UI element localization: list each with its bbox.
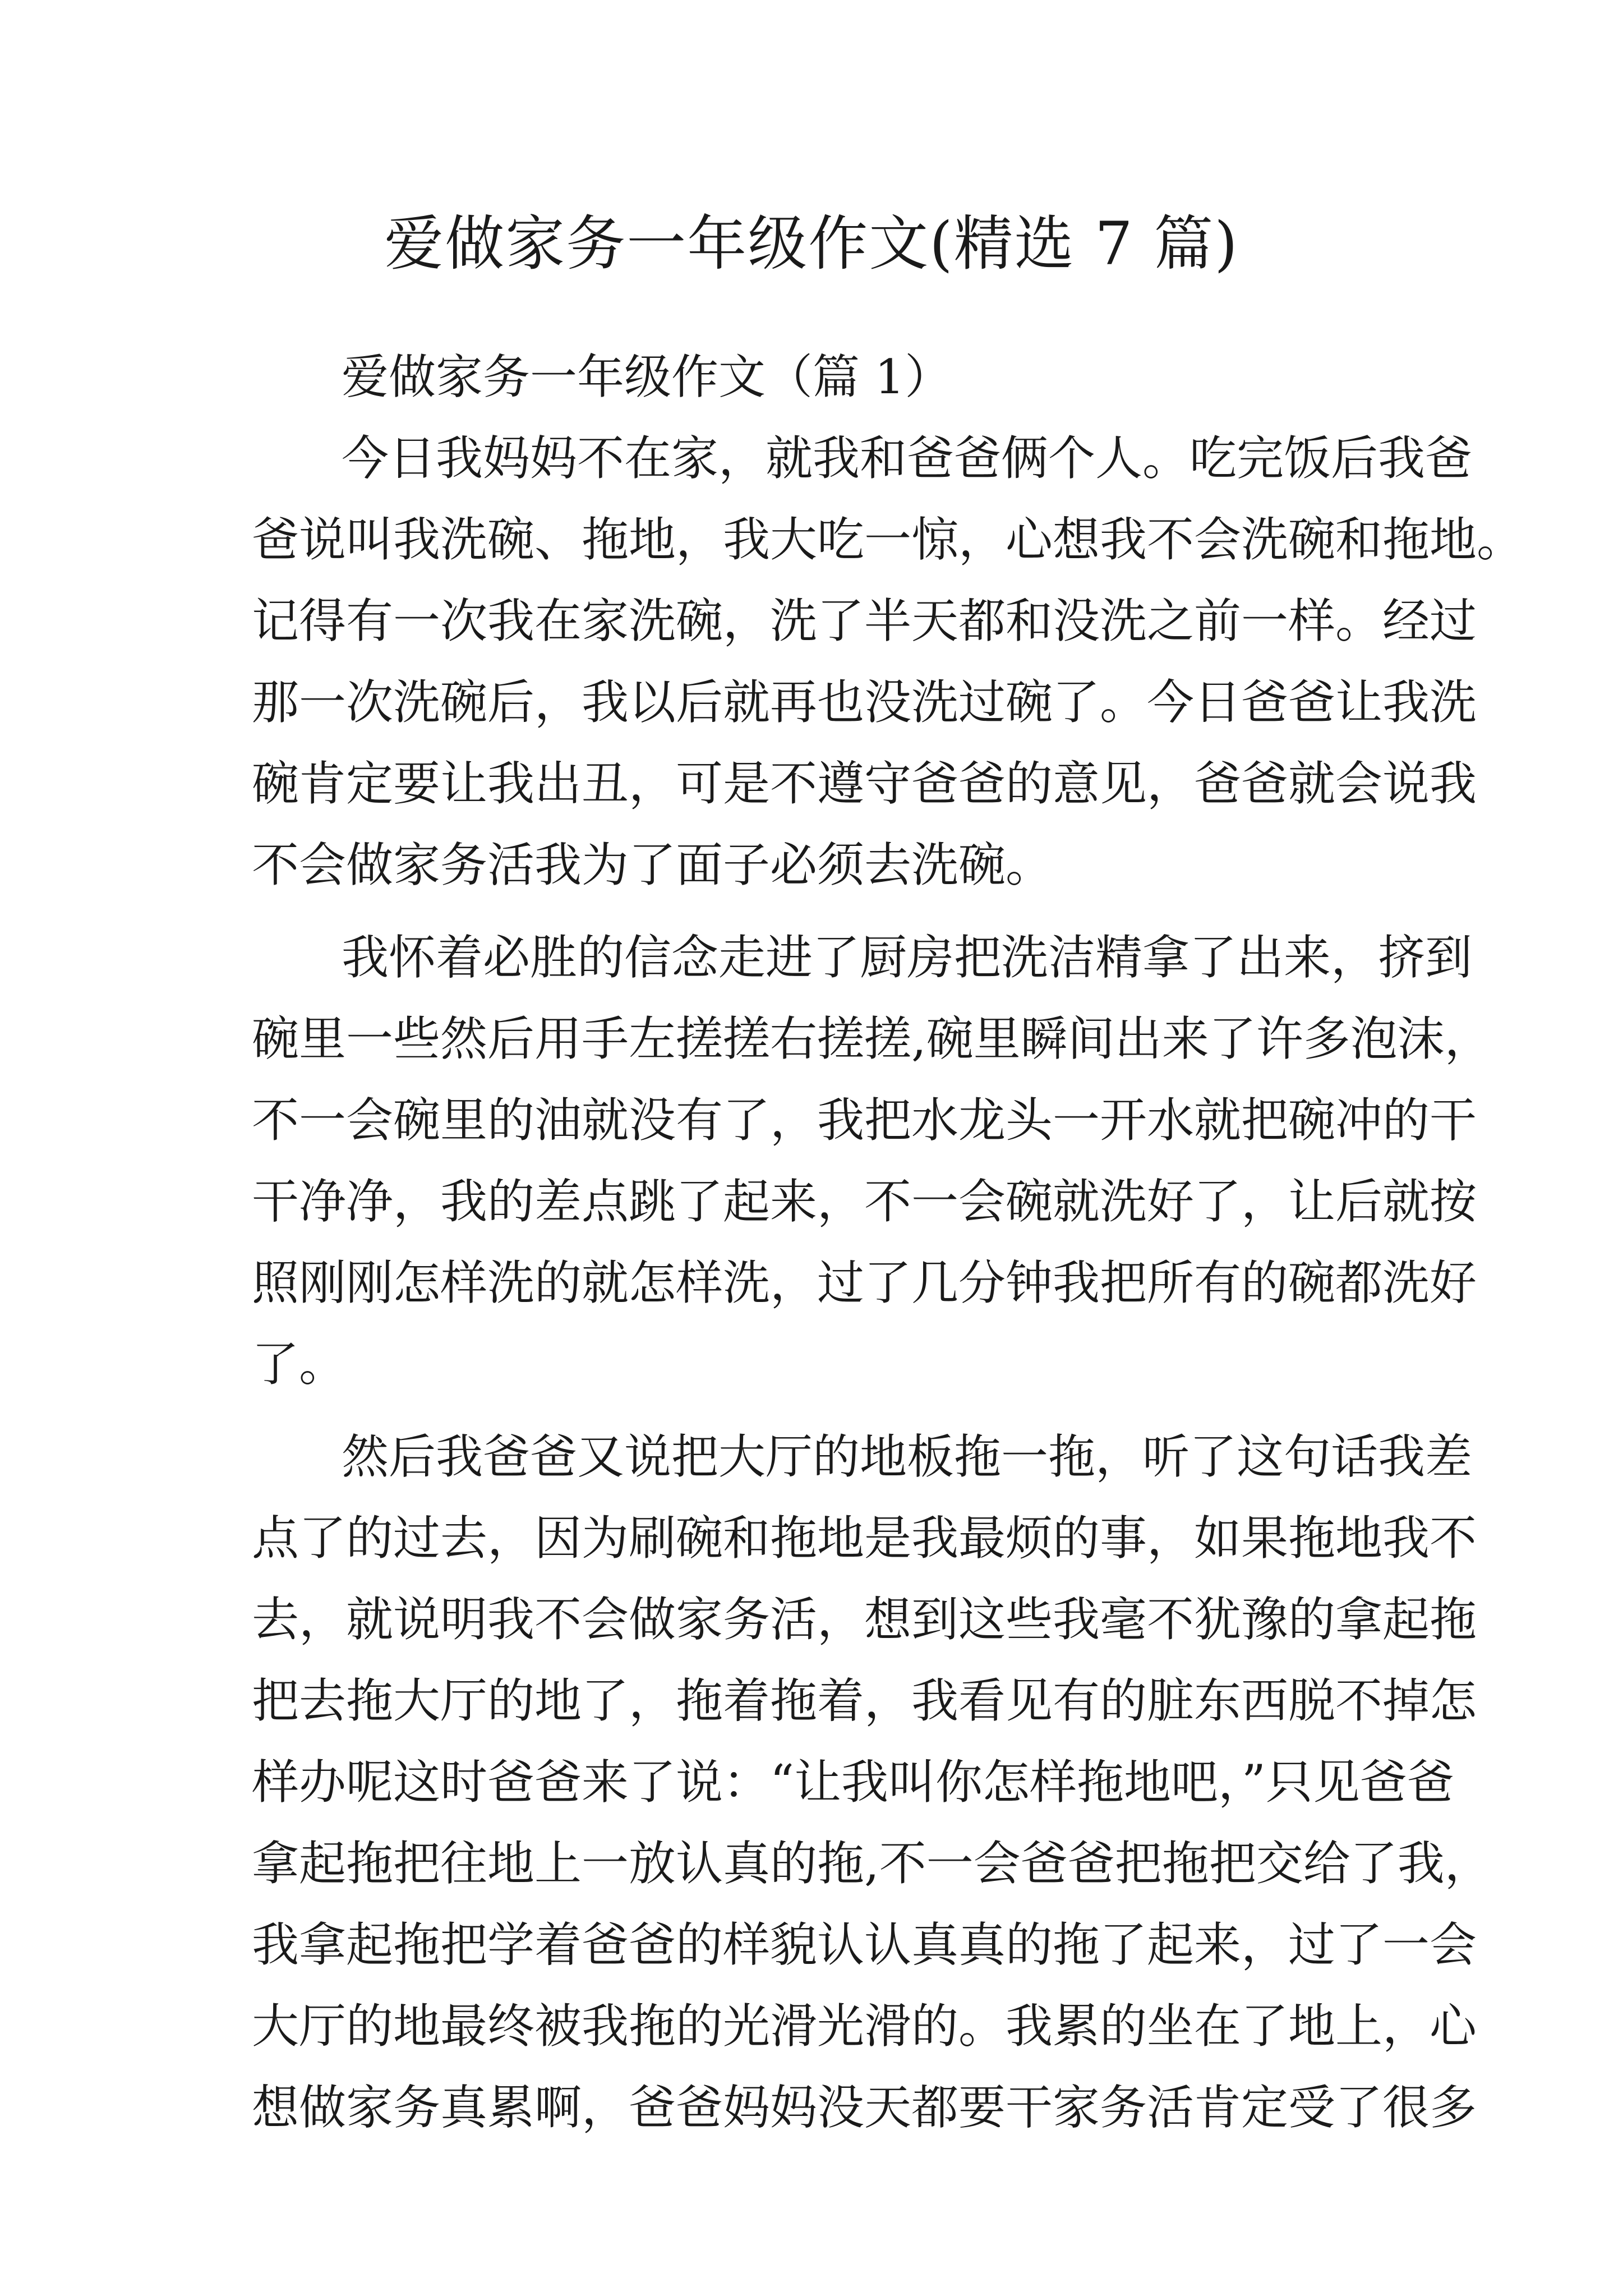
document-title: 爱做家务一年级作文(精选 7 篇): [384, 209, 1239, 278]
paragraph-line: 不会做家务活我为了面子必须去洗碗。: [252, 838, 1053, 892]
paragraph-line: 照刚刚怎样洗的就怎样洗，过了几分钟我把所有的碗都洗好: [252, 1255, 1477, 1310]
paragraph-line: 去，就说明我不会做家务活，想到这些我毫不犹豫的拿起拖: [252, 1592, 1477, 1647]
paragraph-line: 样办呢这时爸爸来了说：“让我叫你怎样拖地吧，”只见爸爸: [252, 1755, 1454, 1810]
paragraph-line: 我拿起拖把学着爸爸的样貌认认真真的拖了起来，过了一会: [252, 1917, 1477, 1972]
paragraph-3: [252, 1416, 1492, 2148]
paragraph-line: 把去拖大厅的地了，拖着拖着，我看见有的脏东西脱不掉怎: [252, 1673, 1477, 1728]
paragraph-2: [252, 917, 1492, 1405]
document-body: [252, 337, 1524, 2148]
paragraph-line: 大厅的地最终被我拖的光滑光滑的。我累的坐在了地上，心: [252, 1999, 1477, 2054]
paragraph-line: 碗里一些然后用手左搓搓右搓搓,碗里瞬间出来了许多泡沫，: [252, 1011, 1492, 1066]
section-heading: 爱做家务一年级作文（篇 1）: [342, 349, 952, 404]
paragraph-line: 那一次洗碗后，我以后就再也没洗过碗了。今日爸爸让我洗: [252, 675, 1477, 730]
paragraph-line: 干净净，我的差点跳了起来，不一会碗就洗好了，让后就按: [252, 1174, 1477, 1229]
paragraph-spacer: [252, 1405, 1373, 1416]
paragraph-line: 碗肯定要让我出丑，可是不遵守爸爸的意见，爸爸就会说我: [252, 756, 1477, 811]
paragraph-line: 今日我妈妈不在家，就我和爸爸俩个人。吃完饭后我爸: [342, 431, 1473, 486]
paragraph-1: [252, 418, 1524, 906]
paragraph-line: 爸说叫我洗碗、拖地，我大吃一惊，心想我不会洗碗和拖地。: [252, 512, 1524, 567]
paragraph-line: 我怀着必胜的信念走进了厨房把洗洁精拿了出来，挤到: [342, 930, 1473, 985]
paragraph-line: 点了的过去，因为刷碗和拖地是我最烦的事，如果拖地我不: [252, 1511, 1477, 1566]
paragraph-line: 不一会碗里的油就没有了，我把水龙头一开水就把碗冲的干: [252, 1093, 1477, 1148]
paragraph-line: 记得有一次我在家洗碗，洗了半天都和没洗之前一样。经过: [252, 593, 1477, 648]
paragraph-line: 拿起拖把往地上一放认真的拖,不一会爸爸把拖把交给了我，: [252, 1836, 1492, 1891]
paragraph-line: 然后我爸爸又说把大厅的地板拖一拖，听了这句话我差: [342, 1429, 1473, 1484]
paragraph-spacer: [252, 906, 1373, 917]
paragraph-line: 了。: [252, 1337, 347, 1392]
paragraph-line: 想做家务真累啊，爸爸妈妈没天都要干家务活肯定受了很多: [252, 2080, 1477, 2135]
